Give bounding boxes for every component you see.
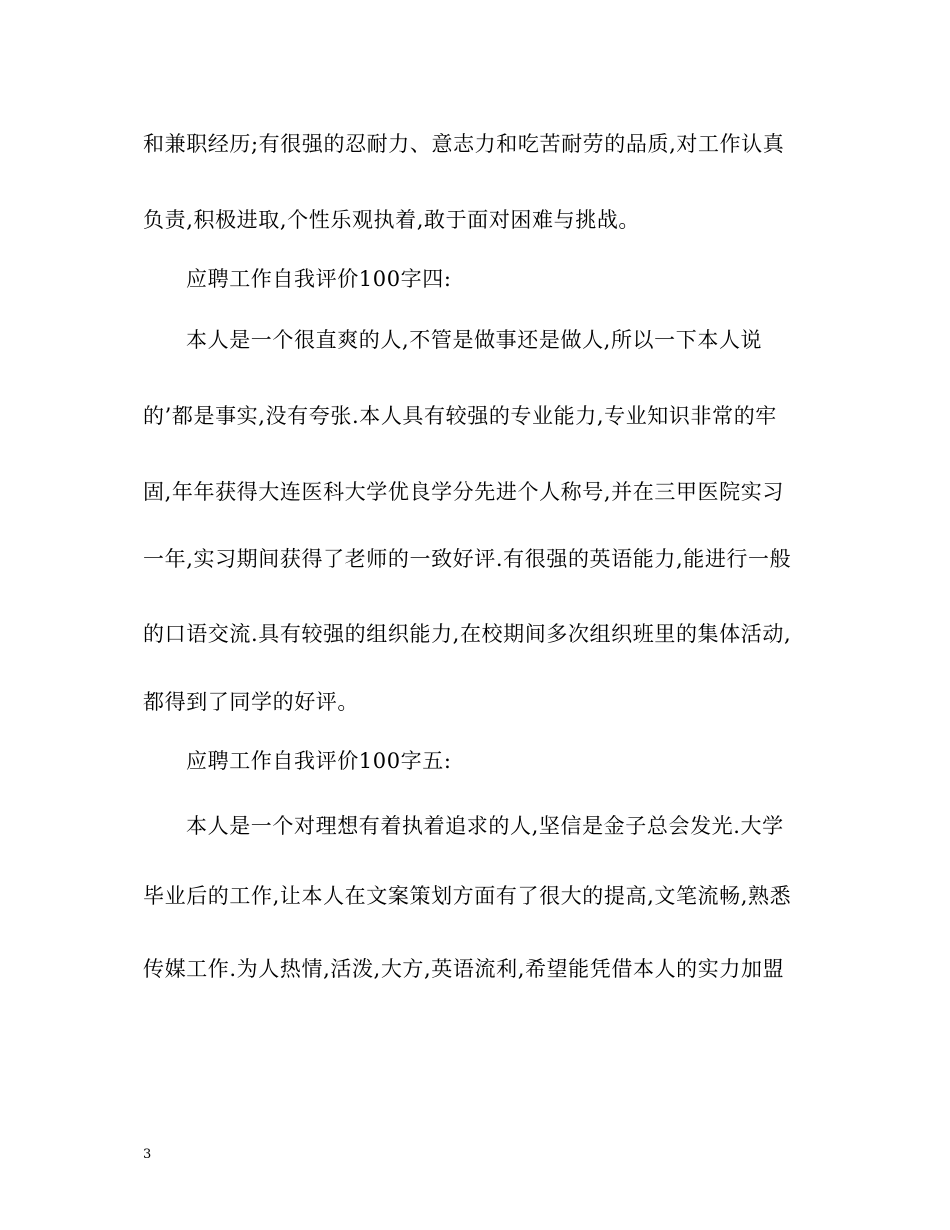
body-text-line: 的’都是事实,没有夸张.本人具有较强的专业能力,专业知识非常的牢 [143,404,777,428]
body-text-line: 毕业后的工作,让本人在文案策划方面有了很大的提高,文笔流畅,熟悉 [143,884,792,908]
body-text-line: 一年,实习期间获得了老师的一致好评.有很强的英语能力,能进行一般 [143,547,792,571]
body-text-line: 的口语交流.具有较强的组织能力,在校期间多次组织班里的集体活动, [143,622,792,646]
page-number: 3 [143,1147,152,1162]
body-text-line: 传媒工作.为人热情,活泼,大方,英语流利,希望能凭借本人的实力加盟 [143,957,785,981]
body-text-line: 本人是一个对理想有着执着追求的人,坚信是金子总会发光.大学 [186,814,784,838]
body-text-line: 都得到了同学的好评。 [143,690,359,714]
section-heading: 应聘工作自我评价100字四: [186,267,452,291]
body-text-line: 固,年年获得大连医科大学优良学分先进个人称号,并在三甲医院实习 [143,480,784,504]
section-heading: 应聘工作自我评价100字五: [186,749,452,773]
body-text-line: 本人是一个很直爽的人,不管是做事还是做人,所以一下本人说 [186,328,763,352]
body-text-line: 负责,积极进取,个性乐观执着,敢于面对困难与挑战。 [143,208,641,232]
body-text-line: 和兼职经历;有很强的忍耐力、意志力和吃苦耐劳的品质,对工作认真 [143,132,785,156]
